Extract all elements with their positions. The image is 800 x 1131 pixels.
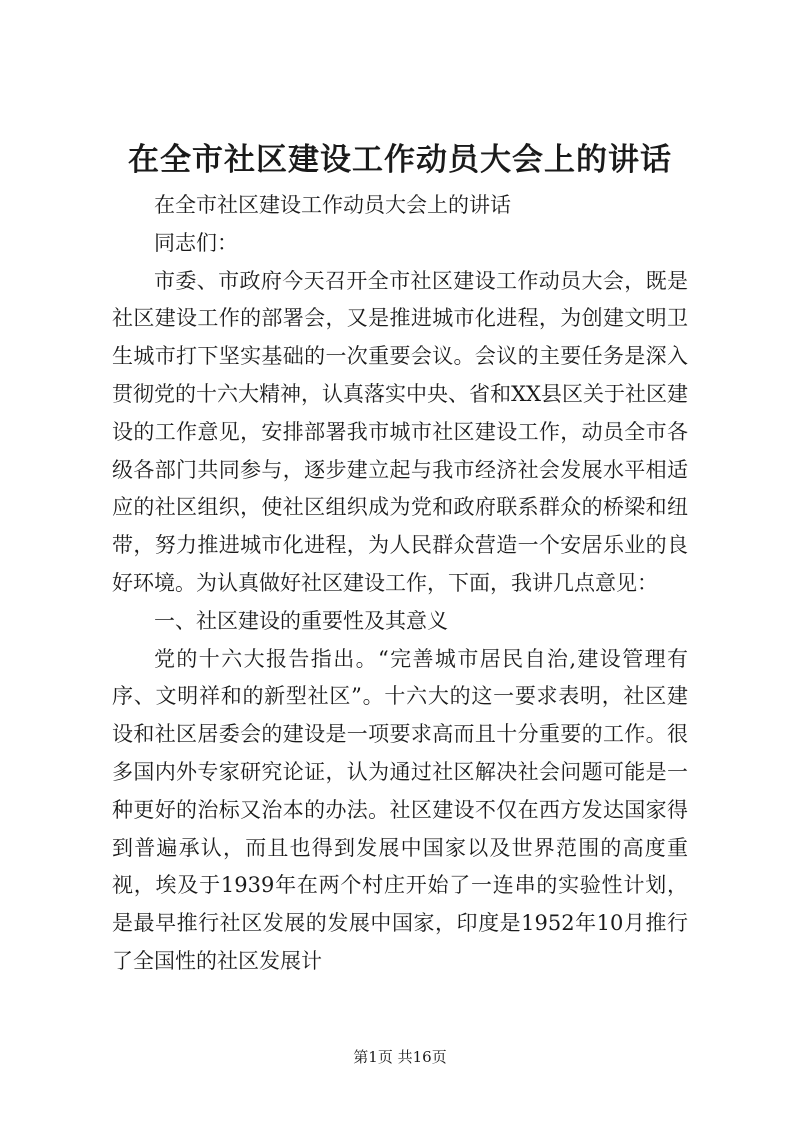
paragraph-salutation: 同志们：: [154, 230, 238, 255]
section-heading-1: 一、社区建设的重要性及其意义: [154, 608, 448, 633]
page-footer: 第1页 共16页: [353, 1048, 447, 1066]
document-title: 在全市社区建设工作动员大会上的讲话: [128, 142, 672, 178]
document-body: [112, 187, 688, 981]
paragraph-section-1: 党的十六大报告指出。“完善城市居民自治,建设管理有序、文明祥和的新型社区”。十六大的这一要求表明，社区建设和社区居委会的建设是一项要求高而且十分重要的工作。很多国内外专家研究论证，认为通过社区解决社会问题可能是一种更好的治标又治本的办法。社区建设不仅在西方发达国家得到普遍承认，而且也得到发展中国家以及世界范围的高度重视，埃及于1939年在两个村庄开始了一连串的实验性计划，是最早推行社区发展的发展中国家，印度是1952年10月推行了全国性的社区发展计: [112, 646, 688, 973]
paragraph-subtitle: 在全市社区建设工作动员大会上的讲话: [154, 193, 511, 217]
paragraph-intro: 市委、市政府今天召开全市社区建设工作动员大会，既是社区建设工作的部署会，又是推进城市化进程，为创建文明卫生城市打下坚实基础的一次重要会议。会议的主要任务是深入贯彻党的十六大精神，认真落实中央、省和XX县区关于社区建设的工作意见，安排部署我市城市社区建设工作，动员全市各级各部门共同参与，逐步建立起与我市经济社会发展水平相适应的社区组织，使社区组织成为党和政府联系群众的桥梁和纽带，努力推进城市化进程，为人民群众营造一个安居乐业的良好环境。为认真做好社区建设工作，下面，我讲几点意见：: [112, 268, 688, 595]
